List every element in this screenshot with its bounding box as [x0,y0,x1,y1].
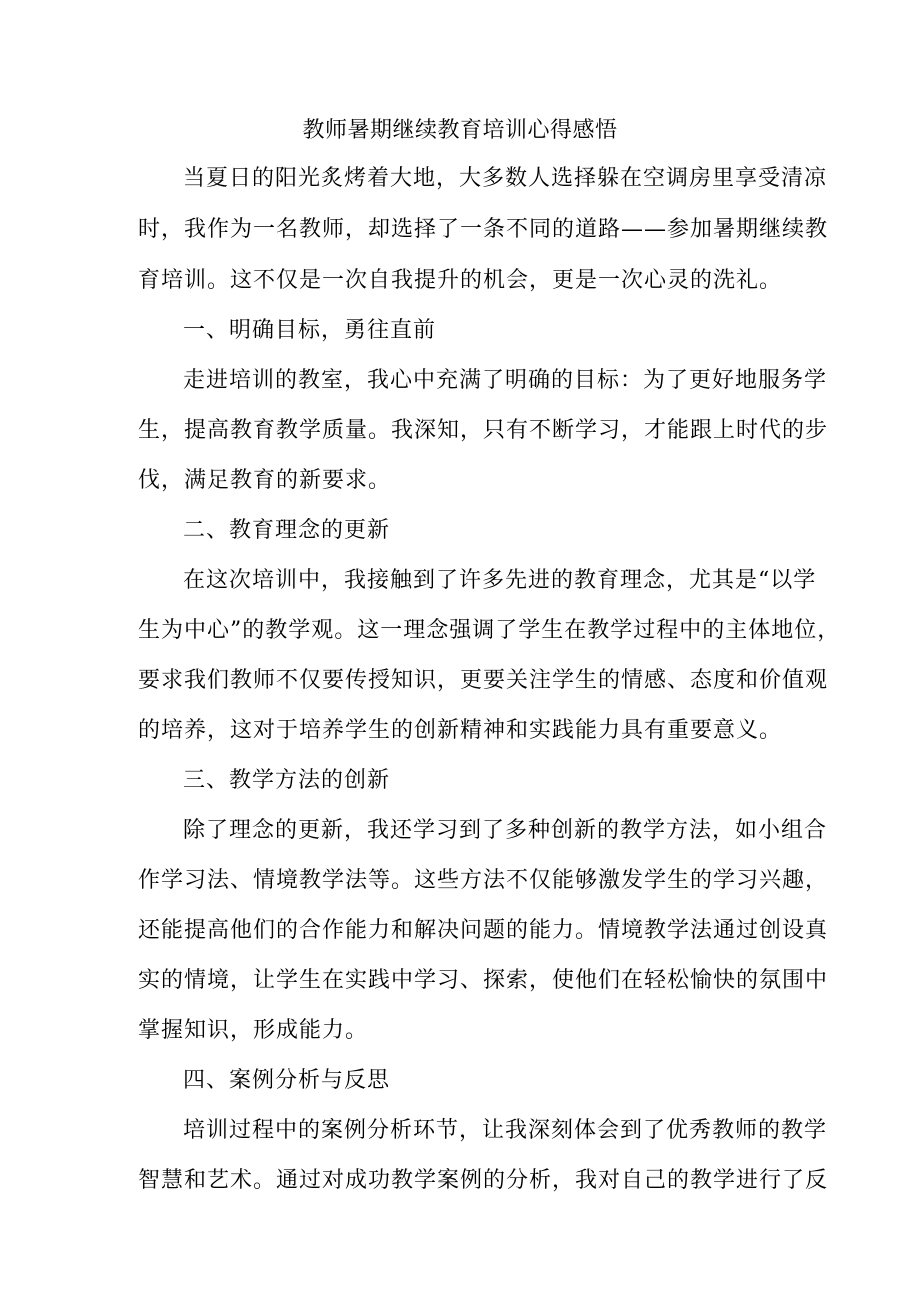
paragraph-concept-line-4: 的培养，这对于培养学生的创新精神和实践能力具有重要意义。 [138,718,783,743]
paragraph-concept-line-2: 生为中心”的教学观。这一理念强调了学生在教学过程中的主体地位， [138,618,841,643]
section-heading-4: 四、案例分析与反思 [183,1068,391,1093]
paragraph-intro-line-1: 当夏日的阳光炙烤着大地，大多数人选择躲在空调房里享受清凉 [183,166,828,191]
paragraph-concept-line-3: 要求我们教师不仅要传授知识，更要关注学生的情感、态度和价值观 [138,668,829,693]
paragraph-method-line-2: 作学习法、情境教学法等。这些方法不仅能够激发学生的学习兴趣， [138,868,829,893]
paragraph-method-line-5: 掌握知识，形成能力。 [138,1018,369,1043]
section-heading-1: 一、明确目标，勇往直前 [183,318,437,343]
paragraph-intro-line-2: 时，我作为一名教师，却选择了一条不同的道路——参加暑期继续教 [138,217,829,242]
paragraph-case-line-2: 智慧和艺术。通过对成功教学案例的分析，我对自己的教学进行了反 [138,1168,829,1193]
paragraph-goal-line-2: 生，提高教育教学质量。我深知，只有不断学习，才能跟上时代的步 [138,418,829,443]
paragraph-intro-line-3: 育培训。这不仅是一次自我提升的机会，更是一次心灵的洗礼。 [138,268,783,293]
section-heading-3: 三、教学方法的创新 [183,768,391,793]
paragraph-method-line-4: 实的情境，让学生在实践中学习、探索，使他们在轻松愉快的氛围中 [138,968,829,993]
paragraph-method-line-3: 还能提高他们的合作能力和解决问题的能力。情境教学法通过创设真 [138,918,829,943]
paragraph-goal-line-3: 伐，满足教育的新要求。 [138,468,392,493]
document-title: 教师暑期继续教育培训心得感悟 [302,118,618,143]
paragraph-case-line-1: 培训过程中的案例分析环节，让我深刻体会到了优秀教师的教学 [183,1118,828,1143]
paragraph-concept-line-1: 在这次培训中，我接触到了许多先进的教育理念，尤其是“以学 [183,568,817,593]
paragraph-method-line-1: 除了理念的更新，我还学习到了多种创新的教学方法，如小组合 [183,818,828,843]
section-heading-2: 二、教育理念的更新 [183,518,391,543]
paragraph-goal-line-1: 走进培训的教室，我心中充满了明确的目标：为了更好地服务学 [183,368,828,393]
